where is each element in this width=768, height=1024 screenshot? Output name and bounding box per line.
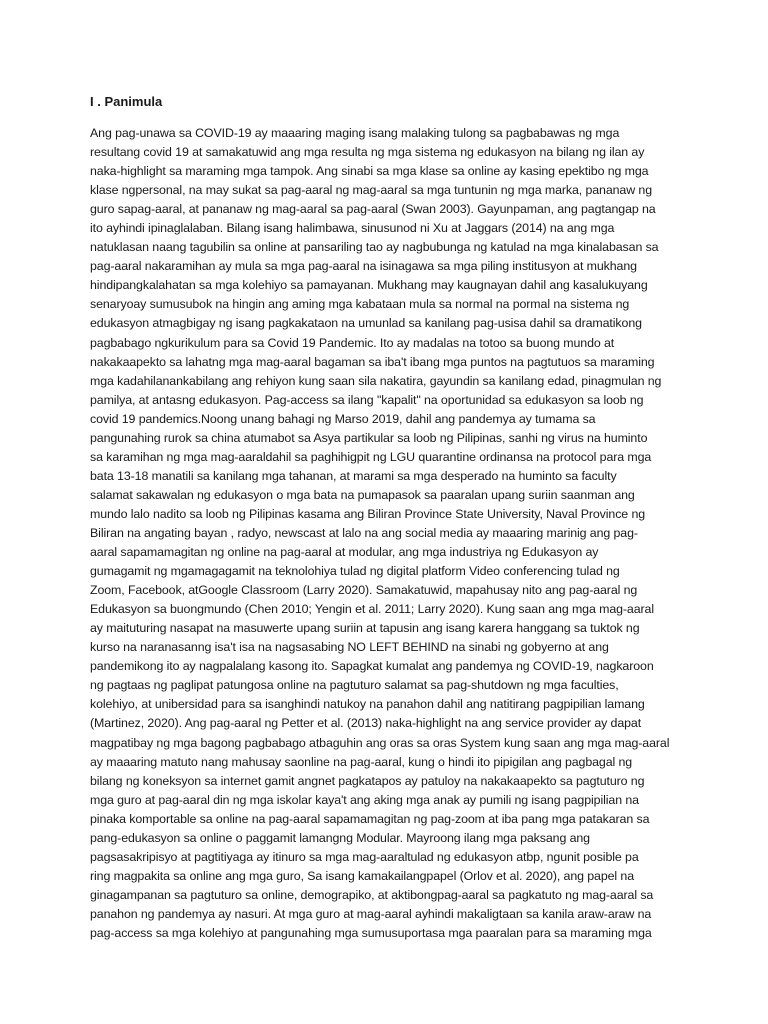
- paragraph-line: magpatibay ng mga bagong pagbabago atbaguhin ang oras sa oras System kung saan ang mga mag-aaral: [90, 735, 670, 750]
- paragraph-line: klase ngpersonal, na may sukat sa pag-aaral ng mag-aaral sa mga tuntunin ng mga marka, pananaw ng: [90, 183, 652, 198]
- paragraph-line: mundo lalo nadito sa loob ng Pilipinas kasama ang Biliran Province State University, Naval Province ng: [90, 506, 646, 521]
- paragraph-line: mga kadahilanankabilang ang rehiyon kung saan sila nakatira, gayundin sa kanilang edad, pinagmulan ng: [90, 373, 662, 388]
- paragraph-line: edukasyon atmagbigay ng isang pagkakataon na umunlad sa kanilang pag-usisa dahil sa dramatikong: [90, 316, 642, 331]
- paragraph-line: nakakaapekto sa lahatng mga mag-aaral bagaman sa iba't ibang mga puntos na pagtutuos sa maraming: [90, 354, 655, 369]
- paragraph-line: naka-highlight sa maraming mga tampok. Ang sinabi sa mga klase sa online ay kasing epektibo ng mga: [90, 164, 649, 179]
- paragraph-line: covid 19 pandemics.Noong unang bahagi ng Marso 2019, dahil ang pandemya ay tumama sa: [90, 411, 596, 426]
- paragraph-line: (Martinez, 2020). Ang pag-aaral ng Petter et al. (2013) naka-highlight na ang service provider ay dapat: [90, 716, 642, 731]
- section-heading: I . Panimula: [90, 94, 163, 109]
- paragraph-line: mga guro at pag-aaral din ng mga iskolar kaya't ang aking mga anak ay pumili ng isang pagpipilian na: [90, 792, 639, 807]
- paragraph-line: bata 13-18 manatili sa kanilang mga tahanan, at marami sa mga desperado na huminto sa faculty: [90, 468, 617, 483]
- paragraph-line: senaryoay sumusubok na hingin ang aming mga kabataan mula sa normal na pormal na sistema ng: [90, 297, 630, 312]
- paragraph-line: guro sapag-aaral, at pananaw ng mag-aaral sa pag-aaral (Swan 2003). Gayunpaman, ang pagtangap na: [90, 202, 656, 217]
- paragraph-line: pag-access sa mga kolehiyo at pangunahing mga sumusuportasa mga paaralan para sa maraming mga: [90, 925, 652, 940]
- paragraph-line: bilang ng koneksyon sa internet gamit angnet pagkatapos ay patuloy na nakakaapekto sa pagtuturo ng: [90, 773, 645, 788]
- paragraph-line: pag-aaral nakaramihan ay mula sa mga pag-aaral na isinagawa sa mga piling institusyon at mukhang: [90, 259, 637, 274]
- paragraph-line: pinaka komportable sa online na pag-aaral sapamamagitan ng pag-zoom at iba pang mga patakaran sa: [90, 811, 650, 826]
- paragraph-line: Edukasyon sa buongmundo (Chen 2010; Yengin et al. 2011; Larry 2020). Kung saan ang mga mag-aaral: [90, 602, 654, 617]
- paragraph-line: ay maituturing nasapat na masuwerte upang suriin at tapusin ang isang karera hanggang sa tuktok ng: [90, 621, 640, 636]
- paragraph-line: kolehiyo, at unibersidad para sa isanghindi natukoy na panahon dahil ang natitirang pagpipilian lamang: [90, 697, 645, 712]
- paragraph-line: pagbabago ngkurikulum para sa Covid 19 Pandemic. Ito ay madalas na totoo sa buong mundo at: [90, 335, 615, 350]
- paragraph-line: ring magpakita sa online ang mga guro, Sa isang kamakailangpapel (Orlov et al. 2020), ang papel na: [90, 868, 634, 883]
- paragraph-line: gumagamit ng mgamagagamit na teknolohiya tulad ng digital platform Video conferencing tulad ng: [90, 564, 620, 579]
- body-paragraph: [90, 124, 680, 943]
- paragraph-line: salamat sakawalan ng edukasyon o mga bata na pumapasok sa paaralan upang suriin saanman ang: [90, 487, 635, 502]
- paragraph-line: pamilya, at antasng edukasyon. Pag-access sa ilang "kapalit" na oportunidad sa edukasyon sa loob ng: [90, 392, 644, 407]
- paragraph-line: sa karamihan ng mga mag-aaraldahil sa paghihigpit ng LGU quarantine ordinansa na protocol para mga: [90, 449, 652, 464]
- paragraph-line: pagsasakripisyo at pagtitiyaga ay itinuro sa mga mag-aaraltulad ng edukasyon atbp, ngunit posible pa: [90, 849, 639, 864]
- paragraph-line: panahon ng pandemya ay nasuri. At mga guro at mag-aaral ayhindi makaligtaan sa kanila araw-araw na: [90, 906, 652, 921]
- paragraph-line: ginagampanan sa pagtuturo sa online, demograpiko, at aktibongpag-aaral sa pagkatuto ng mag-aaral sa: [90, 887, 654, 902]
- paragraph-line: Biliran na angating bayan , radyo, newscast at lalo na ang social media ay maaaring marinig ang pag-: [90, 525, 638, 540]
- paragraph-line: pangunahing rurok sa china atumabot sa Asya partikular sa loob ng Pilipinas, sanhi ng virus na huminto: [90, 430, 648, 445]
- paragraph-line: kurso na naranasanng isa't isa na nagsasabing NO LEFT BEHIND na sinabi ng gobyerno at ang: [90, 640, 609, 655]
- paragraph-line: aaral sapamamagitan ng online na pag-aaral at modular, ang mga industriya ng Edukasyon ay: [90, 545, 599, 560]
- paragraph-line: resultang covid 19 at samakatuwid ang mga resulta ng mga sistema ng edukasyon na bilang ng ilan ay: [90, 145, 645, 160]
- paragraph-line: hindipangkalahatan sa mga kolehiyo sa pamayanan. Mukhang may kaugnayan dahil ang kasalukuyang: [90, 278, 648, 293]
- paragraph-line: ito ayhindi ipinaglalaban. Bilang isang halimbawa, sinusunod ni Xu at Jaggars (2014) na ang mga: [90, 221, 615, 236]
- paragraph-line: ng pagtaas ng paglipat patungosa online na pagtuturo salamat sa pag-shutdown ng mga faculties,: [90, 678, 619, 693]
- paragraph-line: ay maaaring matuto nang mahusay saonline na pag-aaral, kung o hindi ito pipigilan ang pagbagal ng: [90, 754, 633, 769]
- paragraph-line: Zoom, Facebook, atGoogle Classroom (Larry 2020). Samakatuwid, mapahusay nito ang pag-aaral ng: [90, 583, 638, 598]
- paragraph-line: natuklasan naang tagubilin sa online at pansariling tao ay nagbubunga ng katulad na mga kinalabasan sa: [90, 240, 659, 255]
- paragraph-line: pandemikong ito ay nagpalalang kasong ito. Sapagkat kumalat ang pandemya ng COVID-19, nagkaroon: [90, 659, 654, 674]
- paragraph-line: pang-edukasyon sa online o paggamit lamangng Modular. Mayroong ilang mga paksang ang: [90, 830, 590, 845]
- paragraph-line: Ang pag-unawa sa COVID-19 ay maaaring maging isang malaking tulong sa pagbabawas ng mga: [90, 126, 620, 140]
